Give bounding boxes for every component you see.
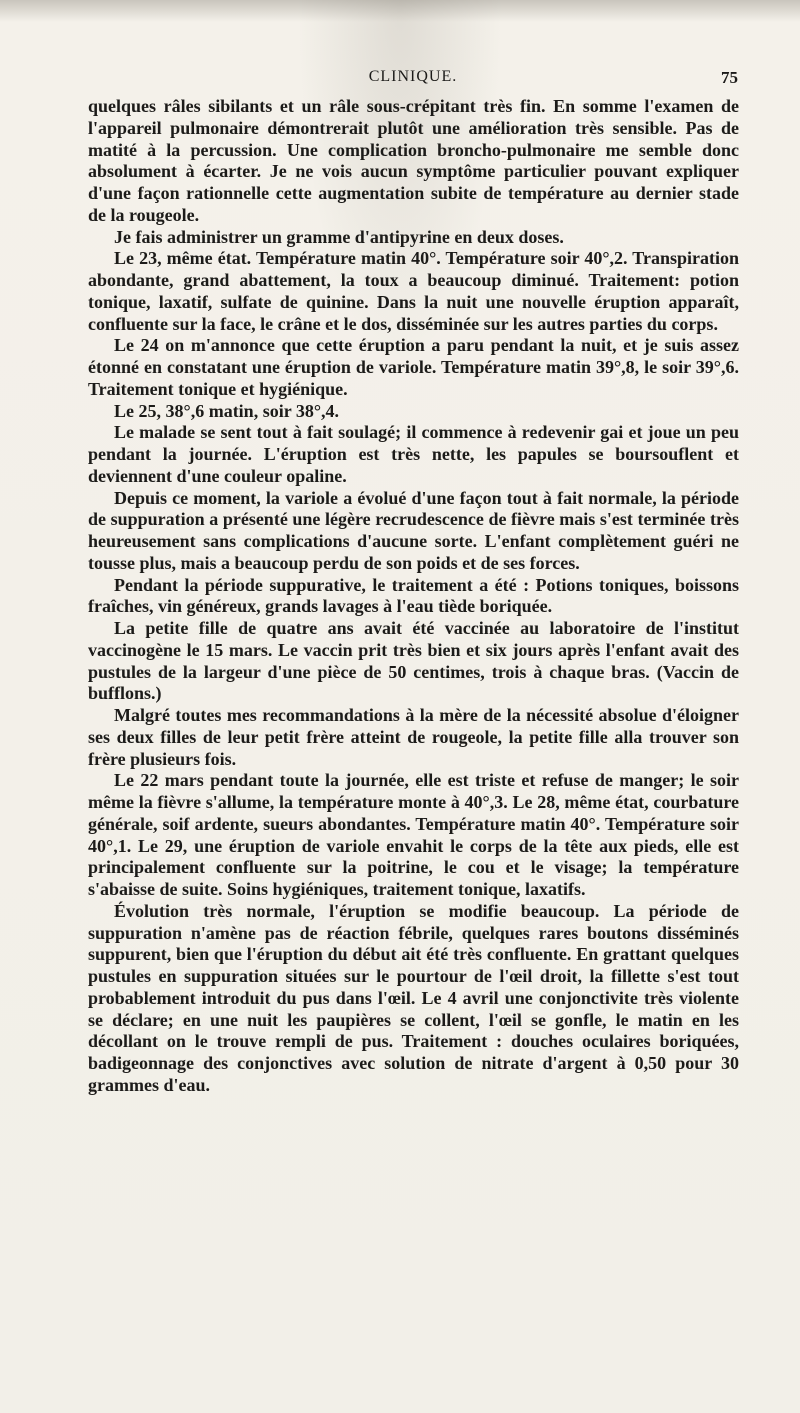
paragraph: Le 25, 38°,6 matin, soir 38°,4. — [114, 400, 340, 421]
paragraph: quelques râles sibilants et un râle sous-crépitant très fin. En somme l'examen de l'appareil pulmonaire démontrerait plutôt une amélioration très sensible. Pas de matité à la percussion. Une complication broncho-pulmonaire me semble donc absolument à écarter. Je ne vois aucun symptôme particulier pouvant expliquer d'une façon rationnelle cette augmentation subite de température au dernier stade de la rougeole. — [88, 96, 739, 225]
running-title: CLINIQUE. — [368, 68, 458, 85]
paragraph: Le 24 on m'annonce que cette éruption a paru pendant la nuit, et je suis assez étonné en constatant une éruption de variole. Température matin 39°,8, le soir 39°,6. Traitement tonique et hygiénique. — [88, 335, 739, 399]
body-text — [88, 96, 739, 1097]
paragraph: Le 22 mars pendant toute la journée, elle est triste et refuse de manger; le soir même la fièvre s'allume, la température monte à 40°,3. Le 28, même état, courbature générale, soif ardente, sueurs abondantes. Température matin 40°. Température soir 40°,1. Le 29, une éruption de variole envahit le corps de la tête aux pieds, elle est principalement confluente sur la poitrine, le cou et le visage; la température s'abaisse de suite. Soins hygiéniques, traitement tonique, laxatifs. — [88, 770, 739, 899]
page-edge-shadow — [0, 0, 800, 22]
paragraph: La petite fille de quatre ans avait été vaccinée au laboratoire de l'institut vaccinogène le 15 mars. Le vaccin prit très bien et six jours après l'enfant avait des pustules de la largeur d'une pièce de 50 centimes, trois à chaque bras. (Vaccin de bufflons.) — [88, 618, 739, 704]
paragraph: Je fais administrer un gramme d'antipyrine en deux doses. — [114, 226, 564, 247]
paragraph: Pendant la période suppurative, le traitement a été : Potions toniques, boissons fraîches, vin généreux, grands lavages à l'eau tiède boriquée. — [88, 574, 739, 617]
paragraph: Le 23, même état. Température matin 40°. Température soir 40°,2. Transpiration abondante, grand abattement, la toux a beaucoup diminué. Traitement: potion tonique, laxatif, sulfate de quinine. Dans la nuit une nouvelle éruption apparaît, confluente sur la face, le crâne et le dos, disséminée sur les autres parties du corps. — [88, 248, 739, 334]
paragraph: Malgré toutes mes recommandations à la mère de la nécessité absolue d'éloigner ses deux filles de leur petit frère atteint de rougeole, la petite fille alla trouver son frère plusieurs fois. — [88, 705, 739, 769]
paragraph: Le malade se sent tout à fait soulagé; il commence à redevenir gai et joue un peu pendant la journée. L'éruption est très nette, les papules se boursouflent et deviennent d'une couleur opaline. — [88, 422, 739, 486]
paragraph: Depuis ce moment, la variole a évolué d'une façon tout à fait normale, la période de suppuration a présenté une légère recrudescence de fièvre mais s'est terminée très heureusement sans complications d'aucune sorte. L'enfant complètement guéri ne tousse plus, mais a beaucoup perdu de son poids et de ses forces. — [88, 487, 739, 573]
page-number: 75 — [721, 68, 738, 87]
running-header — [88, 68, 738, 92]
paragraph: Évolution très normale, l'éruption se modifie beaucoup. La période de suppuration n'amène pas de réaction fébrile, quelques rares boutons disséminés suppurent, bien que l'éruption du début ait été très confluente. En grattant quelques pustules en suppuration situées sur le pourtour de l'œil droit, la fillette s'est tout probablement introduit du pus dans l'œil. Le 4 avril une conjonctivite très violente se déclare; en une nuit les paupières se collent, l'œil se gonfle, le matin en les décollant on le trouve rempli de pus. Traitement : douches oculaires boriquées, badigeonnage des conjonctives avec solution de nitrate d'argent à 0,50 pour 30 grammes d'eau. — [88, 900, 739, 1095]
